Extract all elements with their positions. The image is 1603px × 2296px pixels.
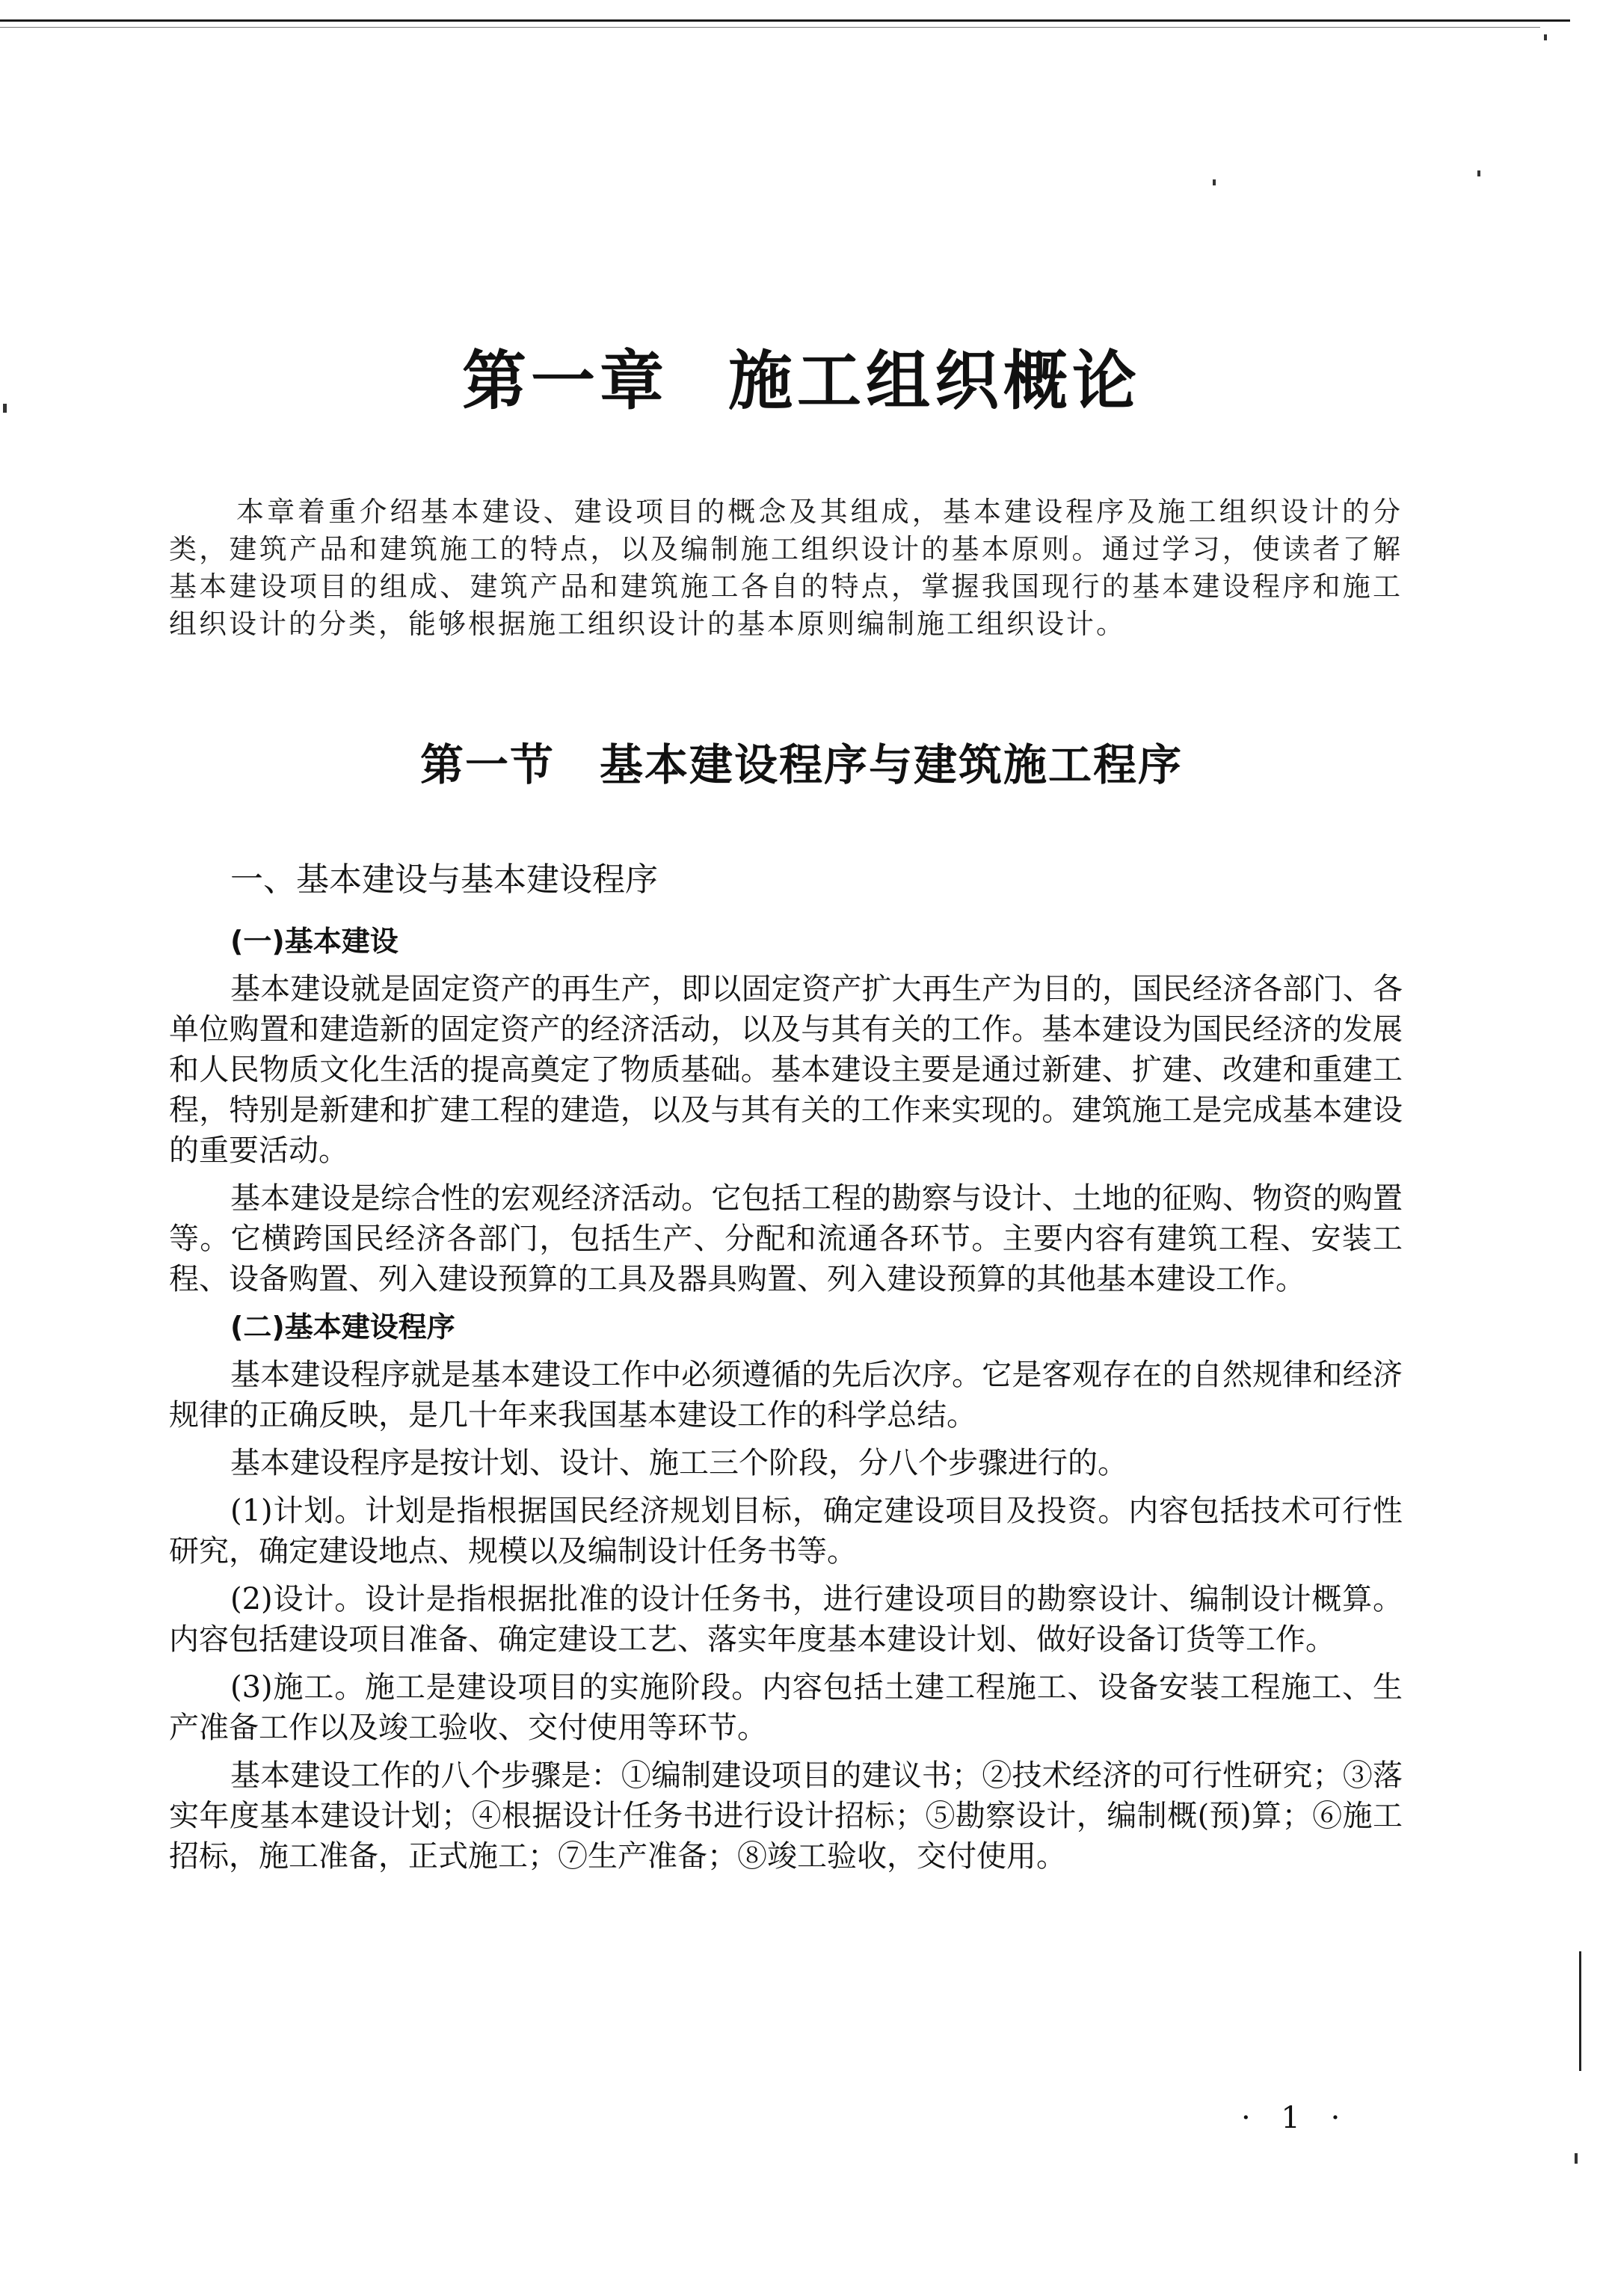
paragraph: 基本建设工作的八个步骤是：①编制建设项目的建议书；②技术经济的可行性研究；③落实年度基本建设计划；④根据设计任务书进行设计招标；⑤勘察设计，编制概(预)算；⑥施工招标，施工准备，正式施工；⑦生产准备；⑧竣工验收，交付使用。 [169, 1758, 1403, 1874]
paragraph: 基本建设程序是按计划、设计、施工三个阶段，分八个步骤进行的。 [230, 1446, 1127, 1480]
subheading-basic-construction: (一)基本建设 [230, 925, 399, 958]
paragraph: 基本建设是综合性的宏观经济活动。它包括工程的勘察与设计、土地的征购、物资的购置等。它横跨国民经济各部门，包括生产、分配和流通各环节。主要内容有建筑工程、安装工程、设备购置、列入建设预算的工具及器具购置、列入建设预算的其他基本建设工作。 [169, 1181, 1403, 1296]
scan-speck [1544, 34, 1547, 40]
scan-speck [3, 404, 7, 413]
scan-edge-mark [1579, 1951, 1581, 2071]
page-number: · 1 · [1241, 2101, 1351, 2135]
paragraph: (1)计划。计划是指根据国民经济规划目标，确定建设项目及投资。内容包括技术可行性研究，确定建设地点、规模以及编制设计任务书等。 [169, 1494, 1403, 1569]
scan-speck [1575, 2153, 1578, 2164]
scan-speck [1213, 179, 1216, 185]
section-number: 第一节 [419, 739, 555, 790]
section-title [0, 730, 1603, 792]
heading-level-1: 一、基本建设与基本建设程序 [230, 861, 658, 899]
chapter-intro: 本章着重介绍基本建设、建设项目的概念及其组成，基本建设程序及施工组织设计的分类，建筑产品和建筑施工的特点，以及编制施工组织设计的基本原则。通过学习，使读者了解基本建设项目的组成、建筑产品和建筑施工各自的特点，掌握我国现行的基本建设程序和施工组织设计的分类，能够根据施工组织设计的基本原则编制施工组织设计。 [169, 496, 1403, 640]
chapter-title [0, 329, 1603, 422]
paragraph: 基本建设程序就是基本建设工作中必须遵循的先后次序。它是客观存在的自然规律和经济规律的正确反映，是几十年来我国基本建设工作的科学总结。 [169, 1358, 1403, 1432]
scan-speck [1477, 170, 1480, 176]
paragraph: 基本建设就是固定资产的再生产，即以固定资产扩大再生产为目的，国民经济各部门、各单位购置和建造新的固定资产的经济活动，以及与其有关的工作。基本建设为国民经济的发展和人民物质文化生活的提高奠定了物质基础。基本建设主要是通过新建、扩建、改建和重建工程，特别是新建和扩建工程的建造，以及与其有关的工作来实现的。建筑施工是完成基本建设的重要活动。 [169, 972, 1403, 1168]
paragraph: (2)设计。设计是指根据批准的设计任务书，进行建设项目的勘察设计、编制设计概算。内容包括建设项目准备、确定建设工艺、落实年度基本建设计划、做好设备订货等工作。 [169, 1582, 1403, 1657]
paragraph: (3)施工。施工是建设项目的实施阶段。内容包括土建工程施工、设备安装工程施工、生产准备工作以及竣工验收、交付使用等环节。 [169, 1670, 1403, 1745]
header-rule-thin [0, 27, 1540, 28]
chapter-number: 第一章 [462, 344, 668, 419]
chapter-name: 施工组织概论 [728, 344, 1141, 419]
header-rule [0, 19, 1570, 22]
subheading-construction-procedure: (二)基本建设程序 [230, 1311, 455, 1344]
body-text [169, 921, 1403, 1884]
section-name: 基本建设程序与建筑施工程序 [600, 739, 1184, 790]
